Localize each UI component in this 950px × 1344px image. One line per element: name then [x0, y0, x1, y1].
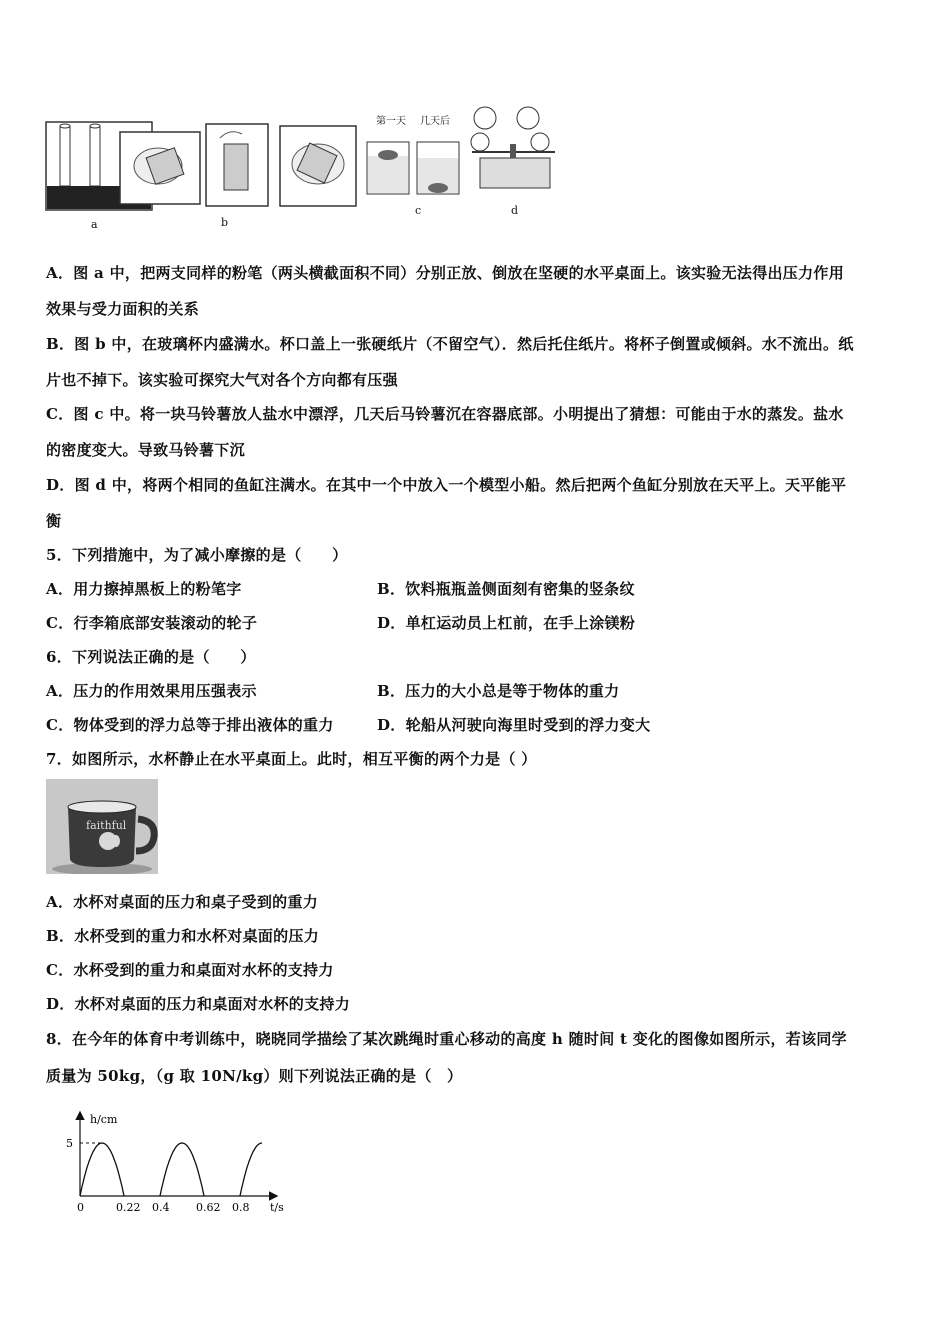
- x-axis-label: t/s: [270, 1201, 284, 1214]
- q4-option-c-line1: C．图 c 中。将一块马铃薯放人盐水中漂浮，几天后马铃薯沉在容器底部。小明提出了猜想：可能由于水的蒸发。盐水: [46, 405, 844, 423]
- q7-option-d: D．水杯对桌面的压力和桌面对水杯的支持力: [46, 995, 351, 1013]
- cup-photo-svg: [46, 779, 158, 874]
- x-tick-label: 0.22: [116, 1201, 141, 1214]
- x-tick-label: 0.62: [196, 1201, 221, 1214]
- panel-c: [367, 142, 459, 194]
- label-c: c: [415, 204, 422, 217]
- panel-b: [120, 124, 356, 206]
- q4-option-d-line2: 衡: [46, 512, 62, 530]
- y-axis-label: h/cm: [90, 1113, 118, 1126]
- cup-text: faithful: [86, 819, 127, 832]
- q8-stem-line2: 质量为 50kg，（g 取 10N/kg）则下列说法正确的是（ ）: [46, 1067, 463, 1085]
- height-time-chart: [40, 1105, 320, 1220]
- x-tick-label: 0: [77, 1201, 84, 1214]
- q7-stem: 7．如图所示，水杯静止在水平桌面上。此时，相互平衡的两个力是（ ）: [46, 750, 537, 768]
- q4-option-b-line1: B．图 b 中，在玻璃杯内盛满水。杯口盖上一张硬纸片（不留空气）．然后托住纸片。将杯子倒置或倾斜。水不流出。纸: [46, 335, 854, 353]
- series-line-1: [80, 1143, 124, 1196]
- x-tick-label: 0.4: [152, 1201, 170, 1214]
- series-line-3: [240, 1143, 262, 1196]
- label-a: a: [91, 218, 98, 231]
- q4-option-b-line2: 片也不掉下。该实验可探究大气对各个方向都有压强: [46, 371, 398, 389]
- q4-option-c-line2: 的密度变大。导致马铃薯下沉: [46, 441, 245, 459]
- y-tick-label: 5: [66, 1137, 73, 1150]
- x-tick-label: 0.8: [232, 1201, 250, 1214]
- label-c-days-later: 几天后: [420, 116, 450, 127]
- q6-option-b: B．压力的大小总是等于物体的重力: [377, 682, 620, 700]
- q5-option-a: A．用力擦掉黑板上的粉笔字: [46, 580, 242, 598]
- q7-option-b: B．水杯受到的重力和水杯对桌面的压力: [46, 927, 320, 945]
- figure-strip: [40, 100, 560, 235]
- label-d: d: [511, 204, 519, 217]
- label-b: b: [221, 216, 229, 229]
- q7-option-a: A．水杯对桌面的压力和桌子受到的重力: [46, 893, 319, 911]
- q7-option-c: C．水杯受到的重力和桌面对水杯的支持力: [46, 961, 334, 979]
- q5-option-d: D．单杠运动员上杠前，在手上涂镁粉: [377, 614, 636, 632]
- q6-stem: 6．下列说法正确的是（ ）: [46, 648, 256, 666]
- q5-stem: 5．下列措施中，为了减小摩擦的是（ ）: [46, 546, 348, 564]
- cup-photo: [46, 779, 158, 874]
- height-time-chart-svg: [40, 1105, 320, 1220]
- q5-option-c: C．行李箱底部安装滚动的轮子: [46, 614, 258, 632]
- figure-strip-svg: [40, 100, 560, 235]
- series-line-2: [160, 1143, 204, 1196]
- q6-option-a: A．压力的作用效果用压强表示: [46, 682, 257, 700]
- q4-option-a-line1: A．图 a 中，把两支同样的粉笔（两头横截面积不同）分别正放、倒放在坚硬的水平桌面上。该实验无法得出压力作用: [46, 264, 845, 282]
- q4-option-a-line2: 效果与受力面积的关系: [46, 300, 200, 318]
- q6-option-c: C．物体受到的浮力总等于排出液体的重力: [46, 716, 334, 734]
- q4-option-d-line1: D．图 d 中，将两个相同的鱼缸注满水。在其中一个中放入一个模型小船。然后把两个鱼缸分别放在天平上。天平能平: [46, 476, 847, 494]
- label-c-day1: 第一天: [376, 116, 406, 127]
- q6-option-d: D．轮船从河驶向海里时受到的浮力变大: [377, 716, 651, 734]
- q5-option-b: B．饮料瓶瓶盖侧面刻有密集的竖条纹: [377, 580, 635, 598]
- q8-stem-line1: 8．在今年的体育中考训练中，晓晓同学描绘了某次跳绳时重心移动的高度 h 随时间 t 变化的图像如图所示，若该同学: [46, 1030, 847, 1048]
- panel-d: [471, 107, 555, 188]
